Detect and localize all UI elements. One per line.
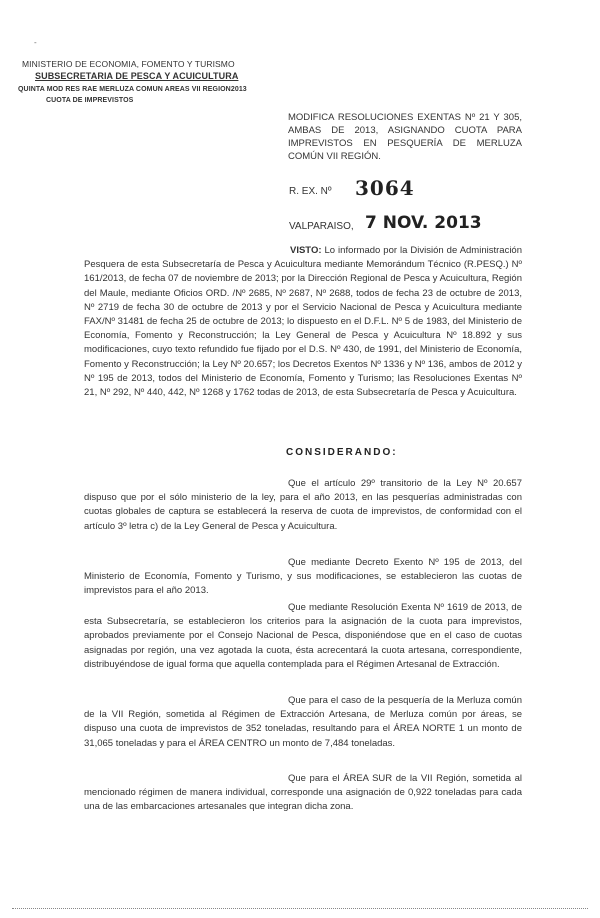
date-stamp: 7 NOV. 2013 bbox=[365, 213, 482, 233]
reference-line: QUINTA MOD RES RAE MERLUZA COMUN AREAS VII REGION2013 bbox=[18, 86, 247, 93]
visto-text: Lo informado por la División de Administración Pesquera de esta Subsecretaría de Pesca y Acuicultura mediante Memorándum Técnico (R.PESQ.) Nº 161/2013, de fecha 07 de noviembre de 2013; por la Dirección Regional de Pesca y Acuicultura, Región del Maule, mediante Oficios ORD. /Nº 2685, Nº 2687, Nº 2688, todos de fecha 23 de octubre de 2013, Nº 2719 de fecha 30 de octubre de 2013 y por el Servicio Nacional de Pesca y Acuicultura mediante FAX/Nº 31481 de fecha 25 de octubre de 2013; lo dispuesto en el D.F.L. Nº 5 de 1983, del Ministerio de Economía, Fomento y Reconstrucción; la Ley General de Pesca y Acuicultura Nº 18.892 y sus modificaciones, cuyo texto refundido fue fijado por el D.S. Nº 430, de 1991, del Ministerio de Economía, Fomento y Reconstrucción; la Ley Nº 20.657; los Decretos Exentos Nº 1336 y Nº 136, ambos de 2012 y Nº 195 de 2013, todos del Ministerio de Economía, Fomento y Turismo; las Resoluciones Exentas Nº 21, Nº 292, Nº 440, 442, Nº 1268 y 1762 todas de 2013, de esta Subsecretaría de Pesca y Acuicultura. bbox=[84, 245, 522, 399]
considerando-paragraph: Que el artículo 29º transitorio de la Ley Nº 20.657 dispuso que por el sólo ministerio de la ley, para el año 2013, en las pesquerías administradas con cuotas globales de captura se establecerá la reserva de cuota de imprevistos, de conformidad con el artículo 3º letra c) de la Ley General de Pesca y Acuicultura. bbox=[84, 478, 522, 532]
considerando-paragraph: Que mediante Decreto Exento Nº 195 de 2013, del Ministerio de Economía, Fomento y Turismo, y sus modificaciones, se establecieron las cuotas de imprevistos para el año 2013. bbox=[84, 557, 522, 597]
ministry-header: MINISTERIO DE ECONOMIA, FOMENTO Y TURISMO bbox=[22, 59, 235, 69]
visto-paragraph bbox=[84, 244, 522, 400]
page-bottom-edge bbox=[12, 908, 588, 911]
place-label: VALPARAISO, bbox=[289, 221, 354, 232]
considerando-paragraph: Que para el ÁREA SUR de la VII Región, sometida al mencionado régimen de manera individual, corresponde una asignación de 0,922 toneladas para cada una de las embarcaciones artesanales que integran dicha zona. bbox=[84, 773, 522, 813]
document-subject: MODIFICA RESOLUCIONES EXENTAS Nº 21 Y 305, AMBAS DE 2013, ASIGNANDO CUOTA PARA IMPREVISTOS EN PESQUERÍA DE MERLUZA COMÚN VII REGIÓN. bbox=[288, 112, 522, 162]
scan-mark: - bbox=[34, 38, 37, 47]
reference-subline: CUOTA DE IMPREVISTOS bbox=[46, 97, 134, 104]
subsecretaria-header: SUBSECRETARIA DE PESCA Y ACUICULTURA bbox=[35, 71, 239, 81]
considerando-paragraph: Que mediante Resolución Exenta Nº 1619 de 2013, de esta Subsecretaría, se establecieron los criterios para la asignación de la cuota para imprevistos, aprobados previamente por el Consejo Nacional de Pesca, disponiéndose que en el caso de cuotas asignadas por región, una vez agotada la cuota, ésta acrecentará la cuota artesana, correspondiente, distribuyéndose de igual forma que aquella contemplada para el Régimen Artesanal de Extracción. bbox=[84, 602, 522, 670]
considerando-title: CONSIDERANDO: bbox=[286, 447, 398, 458]
resolution-number: 3064 bbox=[355, 176, 415, 200]
resolution-label: R. EX. Nº bbox=[289, 186, 332, 197]
considerando-paragraph: Que para el caso de la pesquería de la Merluza común de la VII Región, sometida al Régimen de Extracción Artesana, de Merluza común por áreas, se dispuso una cuota de imprevistos de 352 toneladas, resultando para el ÁREA NORTE 1 un monto de 31,065 toneladas y para el ÁREA CENTRO un monto de 7,484 toneladas. bbox=[84, 695, 522, 749]
visto-label: VISTO: bbox=[290, 245, 322, 256]
